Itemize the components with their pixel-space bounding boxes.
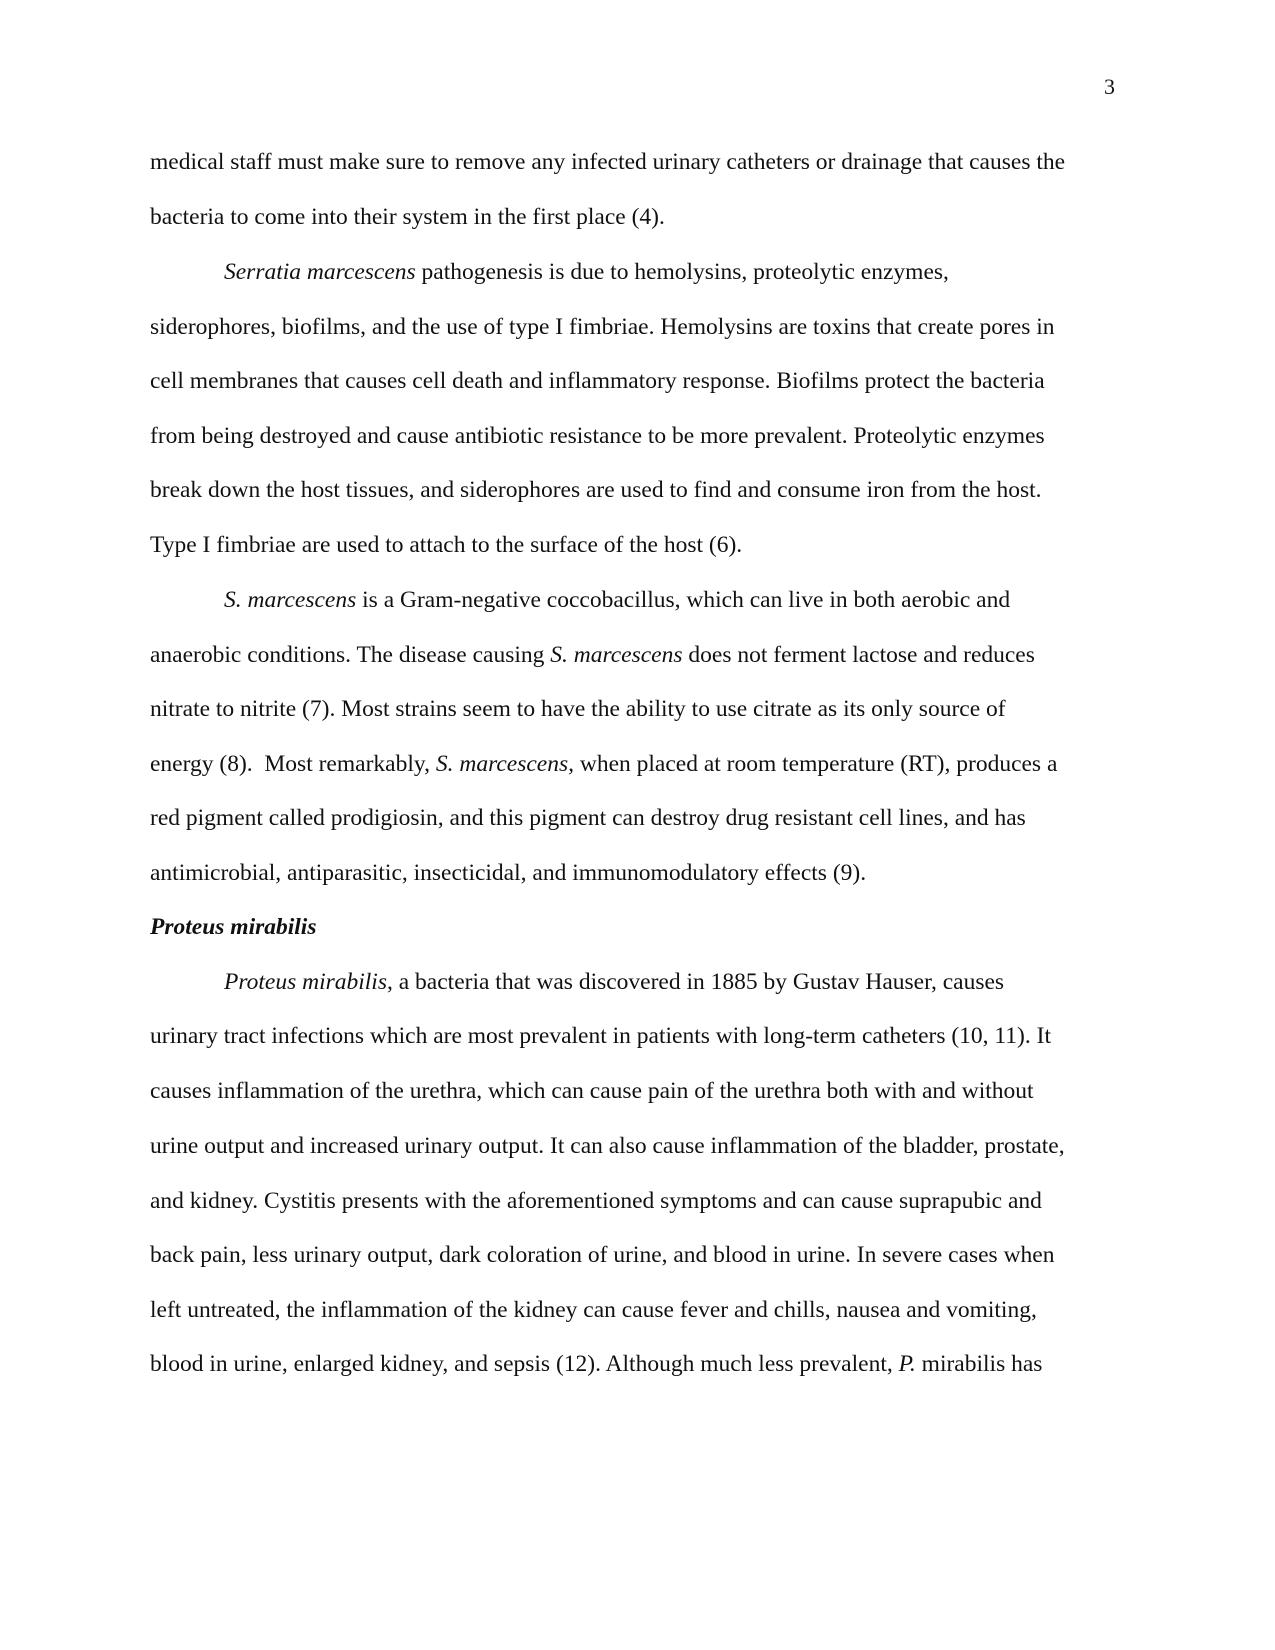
text-run: when placed at room temperature (RT), produces a bbox=[573, 751, 1058, 777]
body-line: cell membranes that causes cell death and inflammatory response. Biofilms protect the bacteria bbox=[150, 368, 1045, 394]
body-line: nitrate to nitrite (7). Most strains seem to have the ability to use citrate as its only source of bbox=[150, 696, 1006, 722]
body-line bbox=[224, 257, 1194, 287]
body-line bbox=[224, 585, 1194, 615]
text-run: mirabilis has bbox=[915, 1351, 1043, 1377]
body-line: urinary tract infections which are most prevalent in patients with long-term catheters (10, 11). It bbox=[150, 1023, 1051, 1049]
body-line: bacteria to come into their system in the first place (4). bbox=[150, 204, 665, 230]
text-run: pathogenesis is due to hemolysins, proteolytic enzymes, bbox=[415, 259, 949, 285]
body-line: urine output and increased urinary output. It can also cause inflammation of the bladder, prostate, bbox=[150, 1133, 1065, 1159]
body-line: from being destroyed and cause antibiotic resistance to be more prevalent. Proteolytic enzymes bbox=[150, 423, 1045, 449]
page-number: 3 bbox=[1104, 74, 1115, 99]
body-line bbox=[150, 640, 1120, 670]
body-line: siderophores, biofilms, and the use of type I fimbriae. Hemolysins are toxins that create pores in bbox=[150, 314, 1055, 340]
body-line: red pigment called prodigiosin, and this pigment can destroy drug resistant cell lines, and has bbox=[150, 805, 1026, 831]
body-line: break down the host tissues, and siderophores are used to find and consume iron from the host. bbox=[150, 477, 1042, 503]
body-line bbox=[150, 749, 1120, 779]
body-line bbox=[150, 1349, 1120, 1379]
species-name: S. marcescens, bbox=[435, 751, 574, 777]
body-line: causes inflammation of the urethra, which can cause pain of the urethra both with and without bbox=[150, 1078, 1034, 1104]
body-line bbox=[224, 967, 1194, 997]
section-heading: Proteus mirabilis bbox=[150, 914, 317, 940]
text-run: , a bacteria that was discovered in 1885 by Gustav Hauser, causes bbox=[387, 969, 1005, 995]
body-line: antimicrobial, antiparasitic, insecticidal, and immunomodulatory effects (9). bbox=[150, 860, 867, 886]
species-name: Proteus mirabilis bbox=[224, 969, 387, 995]
body-line: and kidney. Cystitis presents with the aforementioned symptoms and can cause suprapubic and bbox=[150, 1188, 1042, 1214]
text-run: energy (8). Most remarkably, bbox=[150, 751, 436, 777]
species-name: S. marcescens bbox=[550, 642, 683, 668]
text-run: is a Gram-negative coccobacillus, which can live in both aerobic and bbox=[356, 587, 1011, 613]
body-line: back pain, less urinary output, dark coloration of urine, and blood in urine. In severe cases when bbox=[150, 1242, 1055, 1268]
text-run: blood in urine, enlarged kidney, and sepsis (12). Although much less prevalent, bbox=[150, 1351, 899, 1377]
species-name: Serratia marcescens bbox=[224, 259, 416, 285]
species-name: S. marcescens bbox=[224, 587, 357, 613]
body-line: Type I fimbriae are used to attach to the surface of the host (6). bbox=[150, 532, 743, 558]
text-run: anaerobic conditions. The disease causing bbox=[150, 642, 551, 668]
text-run: does not ferment lactose and reduces bbox=[682, 642, 1035, 668]
body-line: medical staff must make sure to remove any infected urinary catheters or drainage that causes the bbox=[150, 149, 1066, 175]
species-name: P. bbox=[898, 1351, 916, 1377]
body-line: left untreated, the inflammation of the kidney can cause fever and chills, nausea and vomiting, bbox=[150, 1297, 1037, 1323]
